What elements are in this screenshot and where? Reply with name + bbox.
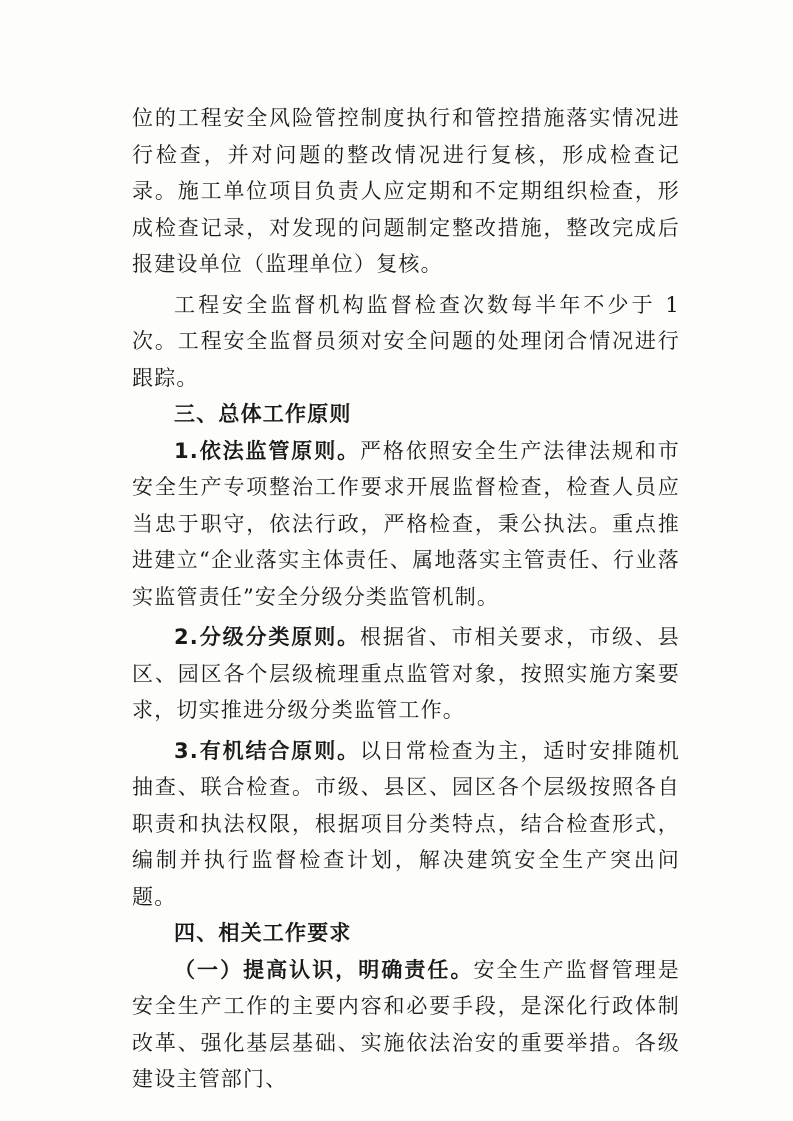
paragraph-continuation: 位的工程安全风险管控制度执行和管控措施落实情况进行检查，并对问题的整改情况进行复核，形成检查记录。施工单位项目负责人应定期和不定期组织检查，形成检查记录，对发现的问题制定整改措施，整改完成后报建设单位（监理单位）复核。 [132,106,680,276]
paragraph-principle-1 [132,433,680,616]
paragraph-principle-2 [132,619,680,729]
requirement-1-body: 安全生产监督管理是安全生产工作的主要内容和必要手段，是深化行政体制改革、强化基层基础、实施依法治安的重要举措。各级建设主管部门、 [132,957,680,1091]
document-body [132,100,680,1098]
principle-1-lead: 1.依法监管原则。 [174,438,361,463]
principle-3-body: 以日常检查为主，适时安排随机抽查、联合检查。市级、县区、园区各个层级按照各自职责和执法权限，根据项目分类特点，结合检查形式，编制并执行监督检查计划，解决建筑安全生产突出问题。 [132,738,680,909]
section-heading-requirements: 四、相关工作要求 [174,921,352,945]
paragraph-requirement-1 [132,952,680,1098]
section-heading-principles: 三、总体工作原则 [174,402,352,426]
principle-1-body: 严格依照安全生产法律法规和市安全生产专项整治工作要求开展监督检查，检查人员应当忠于职守，依法行政，严格检查，秉公执法。重点推进建立“企业落实主体责任、属地落实主管责任、行业落实监管责任”安全分级分类监管机制。 [132,438,680,609]
principle-3-lead: 3.有机结合原则。 [174,738,361,763]
paragraph-principle-3 [132,733,680,916]
principle-2-lead: 2.分级分类原则。 [174,625,361,649]
paragraph-inspection-frequency: 工程安全监督机构监督检查次数每半年不少于 1 次。工程安全监督员须对安全问题的处理闭合情况进行跟踪。 [132,292,680,390]
principle-2-body: 根据省、市相关要求，市级、县区、园区各个层级梳理重点监管对象，按照实施方案要求，切实推进分级分类监管工作。 [132,625,680,722]
requirement-1-lead: （一）提高认识，明确责任。 [174,957,474,982]
